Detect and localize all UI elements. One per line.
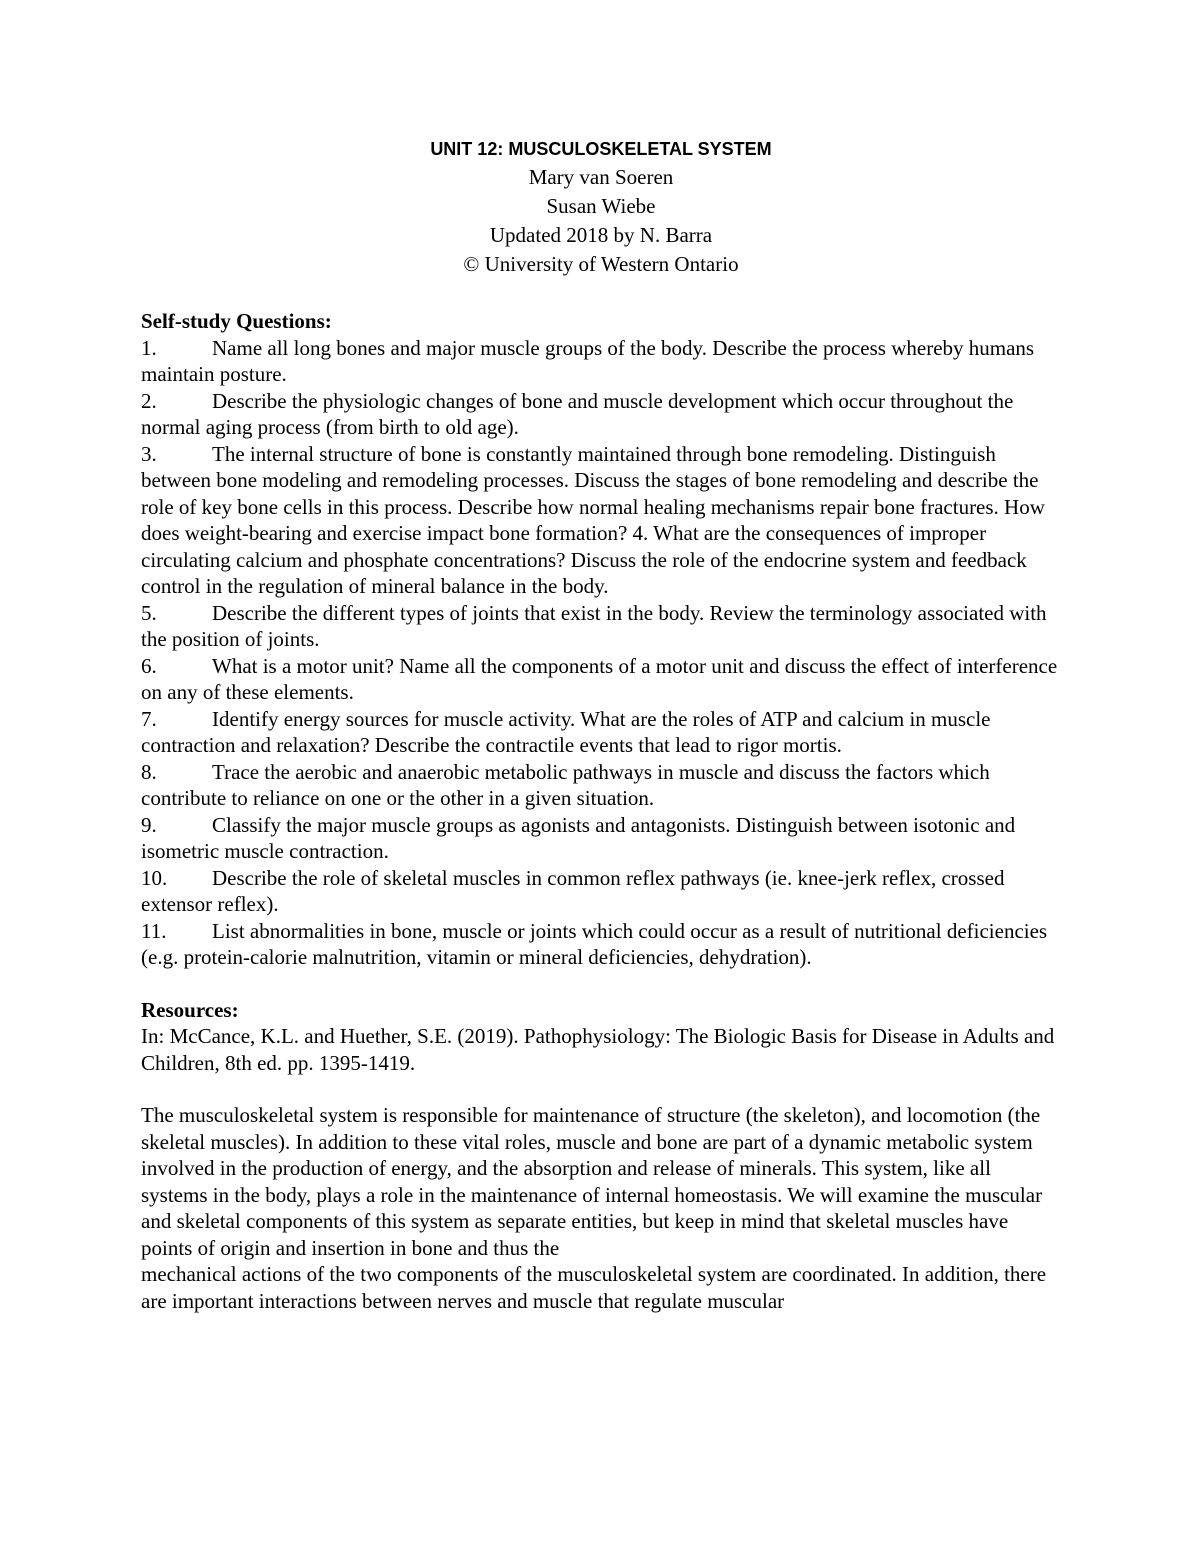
question-number: 10. (141, 865, 168, 890)
question-item (141, 335, 1061, 388)
question-number: 6. (141, 653, 157, 678)
author-line-1: Mary van Soeren (528, 165, 674, 189)
questions-list (141, 335, 1061, 971)
resources-citation: In: McCance, K.L. and Huether, S.E. (2019). Pathophysiology: The Biologic Basis for Disease in Adults and Children, 8th ed. pp. 1395-1419. (141, 1024, 1055, 1075)
body-paragraph-2: mechanical actions of the two components of the musculoskeletal system are coordinated. In addition, there are important interactions between nerves and muscle that regulate muscular (141, 1262, 1047, 1313)
copyright-line: © University of Western Ontario (463, 252, 739, 276)
document-header (141, 135, 1061, 279)
question-text: What is a motor unit? Name all the components of a motor unit and discuss the effect of interference on any of these elements. (141, 653, 1058, 704)
question-number: 2. (141, 388, 157, 413)
question-text: The internal structure of bone is constantly maintained through bone remodeling. Distinguish between bone modeling and remodeling processes. Discuss the stages of bone remodeling and describe the role of key bone cells in this process. Describe how normal healing mechanisms repair bone fractures. How does weight-bearing and exercise impact bone formation? 4. What are the consequences of improper circulating calcium and phosphate concentrations? Discuss the role of the endocrine system and feedback control in the regulation of mineral balance in the body. (141, 441, 1045, 598)
question-number: 1. (141, 335, 157, 360)
question-item (141, 706, 1061, 759)
question-text: Trace the aerobic and anaerobic metabolic pathways in muscle and discuss the factors which contribute to reliance on one or the other in a given situation. (141, 759, 990, 810)
questions-heading: Self-study Questions: (141, 309, 332, 333)
question-item (141, 759, 1061, 812)
question-text: Name all long bones and major muscle groups of the body. Describe the process whereby humans maintain posture. (141, 335, 1035, 386)
document-content (141, 135, 1061, 1314)
question-text: Describe the role of skeletal muscles in common reflex pathways (ie. knee-jerk reflex, crossed extensor reflex). (141, 865, 1005, 916)
question-item (141, 441, 1061, 600)
question-text: Describe the physiologic changes of bone and muscle development which occur throughout the normal aging process (from birth to old age). (141, 388, 1014, 439)
question-number: 7. (141, 706, 157, 731)
question-item (141, 812, 1061, 865)
question-text: Classify the major muscle groups as agonists and antagonists. Distinguish between isotonic and isometric muscle contraction. (141, 812, 1016, 863)
question-number: 5. (141, 600, 157, 625)
question-item (141, 388, 1061, 441)
body-paragraph-1: The musculoskeletal system is responsible for maintenance of structure (the skeleton), and locomotion (the skeletal muscles). In addition to these vital roles, muscle and bone are part of a dynamic metabolic system involved in the production of energy, and the absorption and release of minerals. This system, like all systems in the body, plays a role in the maintenance of internal homeostasis. We will examine the muscular and skeletal components of this system as separate entities, but keep in mind that skeletal muscles have points of origin and insertion in bone and thus the (141, 1103, 1043, 1260)
question-item (141, 600, 1061, 653)
question-number: 9. (141, 812, 157, 837)
question-number: 8. (141, 759, 157, 784)
question-item (141, 865, 1061, 918)
author-line-2: Susan Wiebe (546, 194, 656, 218)
unit-title: UNIT 12: MUSCULOSKELETAL SYSTEM (430, 139, 772, 159)
question-text: Identify energy sources for muscle activity. What are the roles of ATP and calcium in muscle contraction and relaxation? Describe the contractile events that lead to rigor mortis. (141, 706, 991, 757)
question-text: List abnormalities in bone, muscle or joints which could occur as a result of nutritional deficiencies (e.g. protein-calorie malnutrition, vitamin or mineral deficiencies, dehydration). (141, 918, 1048, 969)
question-number: 3. (141, 441, 157, 466)
updated-line: Updated 2018 by N. Barra (489, 223, 713, 247)
question-text: Describe the different types of joints that exist in the body. Review the terminology associated with the position of joints. (141, 600, 1047, 651)
question-item (141, 918, 1061, 971)
question-number: 11. (141, 918, 167, 943)
resources-heading: Resources: (141, 997, 239, 1022)
question-item (141, 653, 1061, 706)
